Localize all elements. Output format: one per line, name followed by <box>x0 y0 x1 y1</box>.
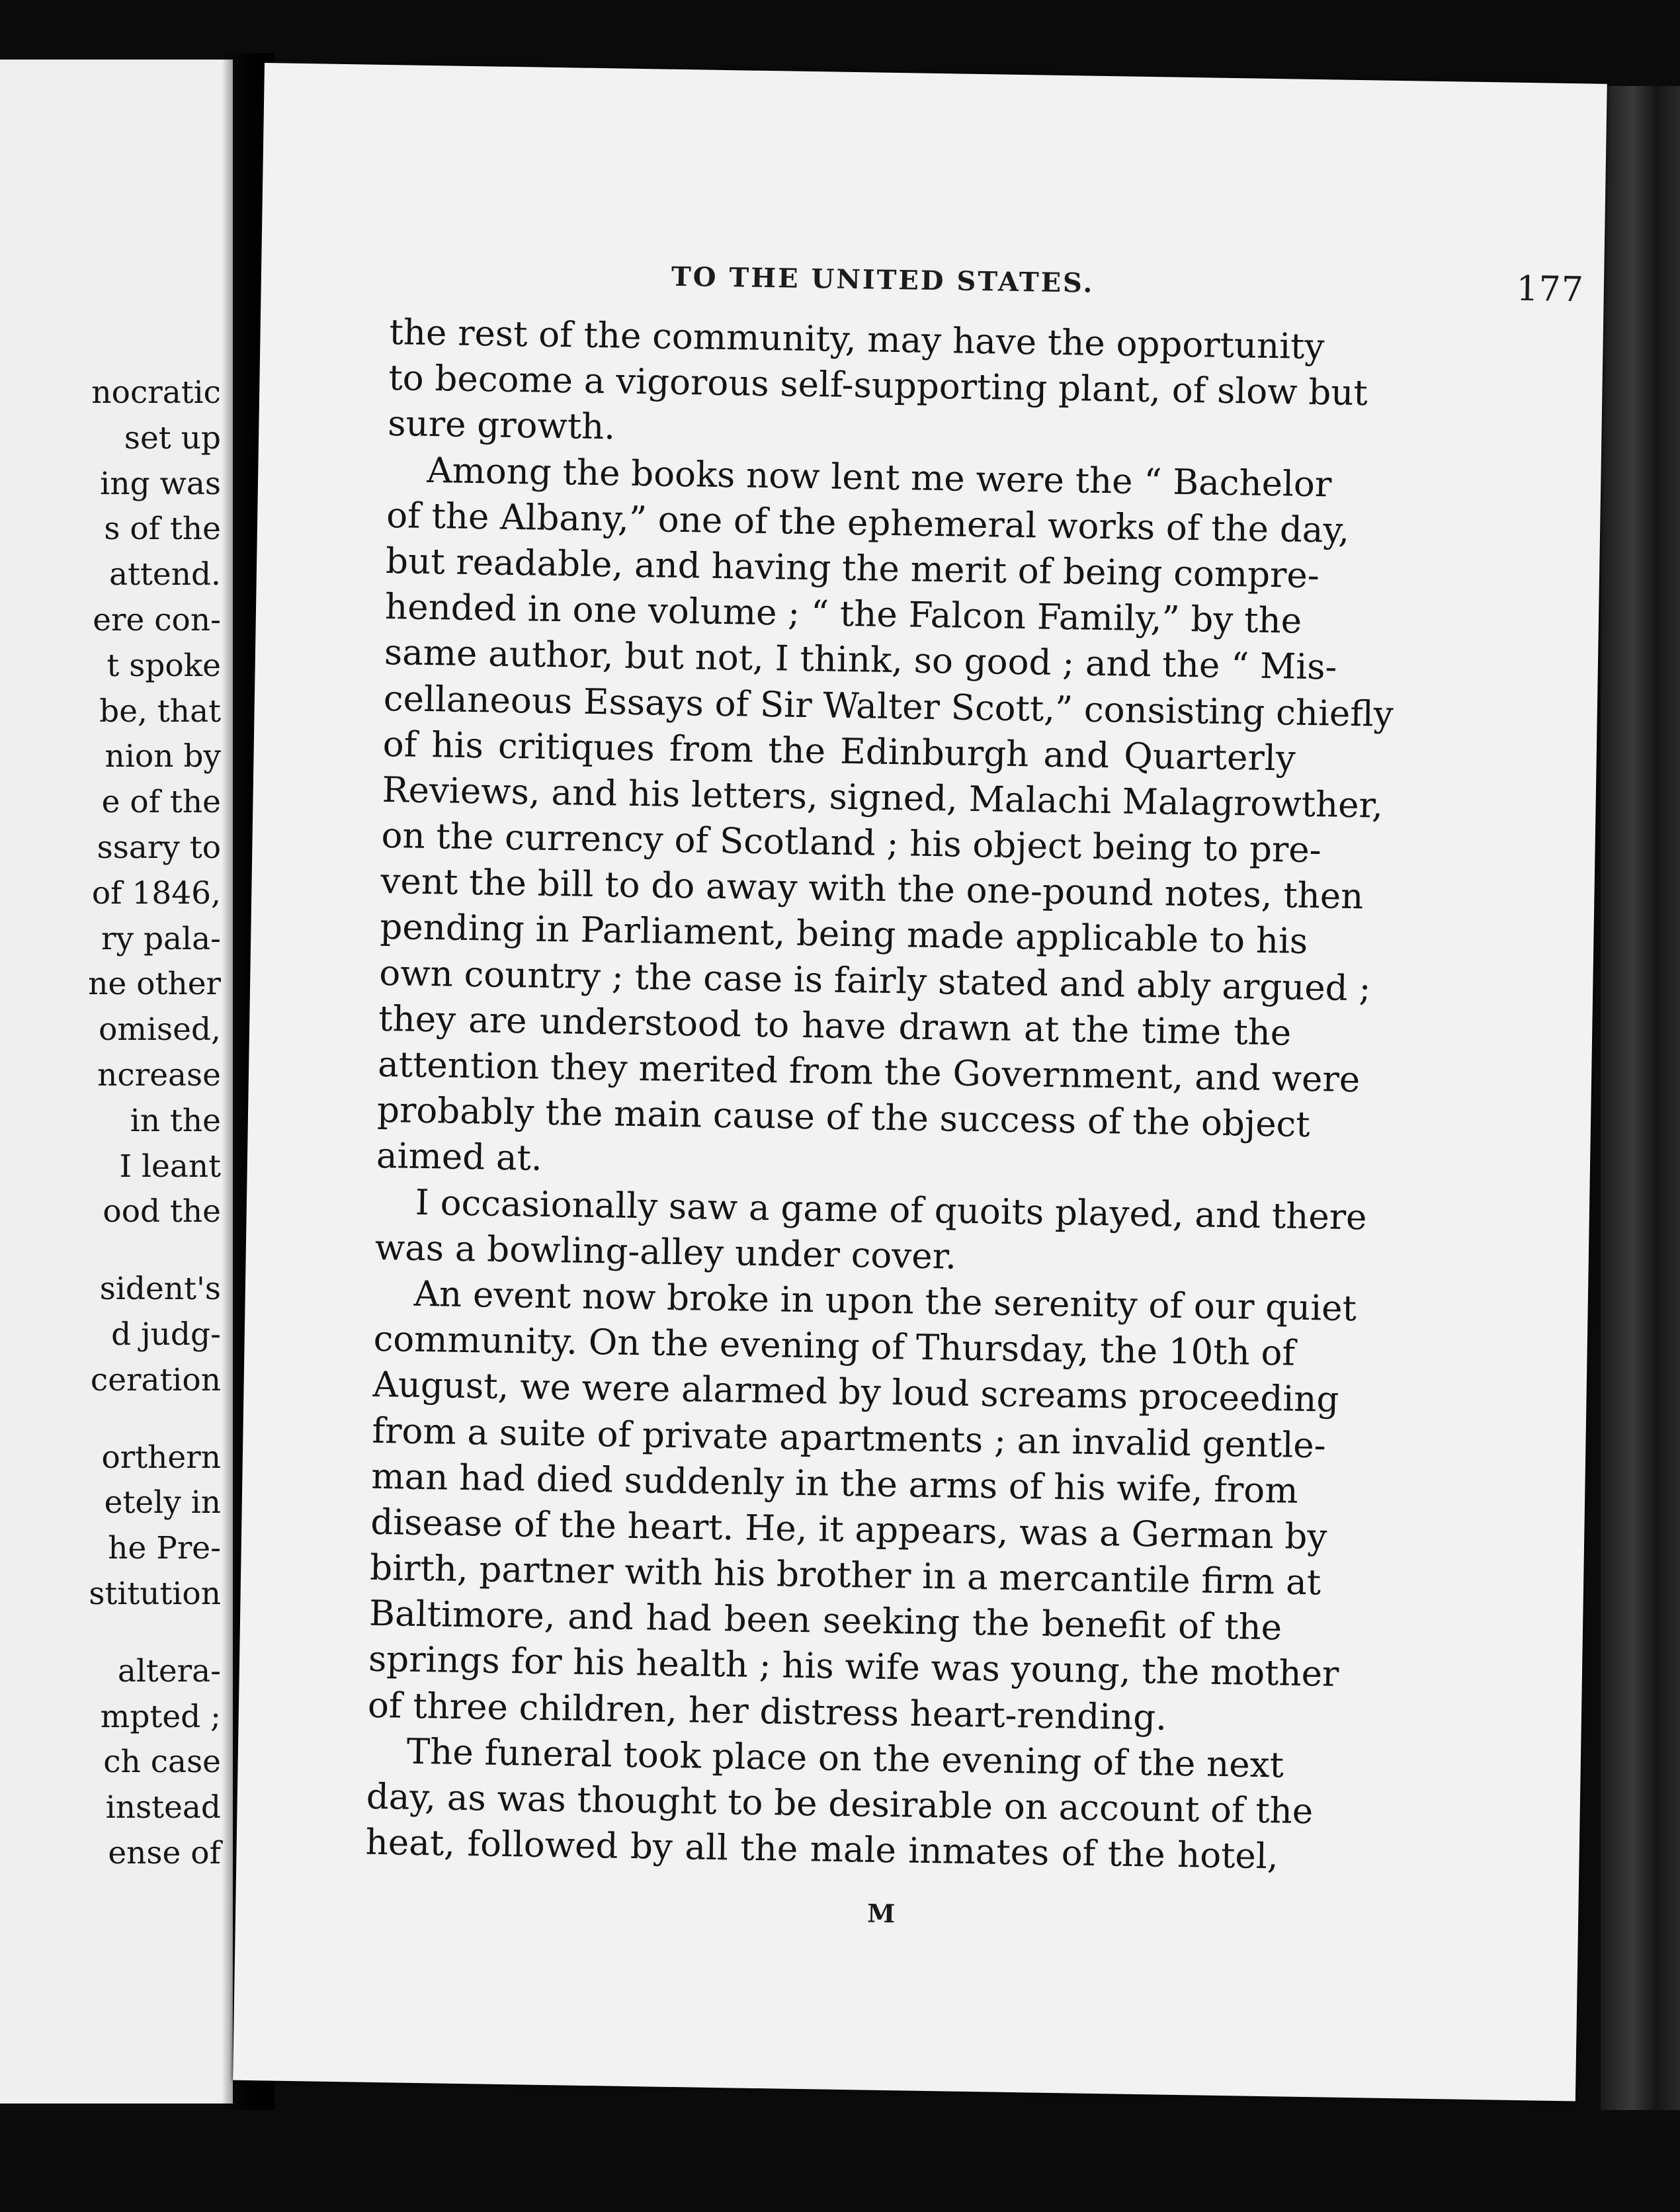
signature-mark: M <box>866 1898 896 1929</box>
text-line: man had died suddenly in the arms of his wife, from <box>370 1456 1298 1511</box>
previous-page-line: ing was <box>100 465 221 502</box>
text-line: birth, partner with his brother in a mercantile firm at <box>369 1547 1322 1603</box>
text-line: of three children, her distress heart-rending. <box>367 1685 1167 1738</box>
text-line: day, as was thought to be desirable on account of the <box>366 1776 1314 1832</box>
previous-page-line: e of the <box>101 784 221 821</box>
previous-page-line: sident's <box>99 1271 221 1308</box>
previous-page-line: ncrease <box>97 1056 221 1093</box>
text-line: but readable, and having the merit of being compre- <box>385 540 1320 597</box>
previous-page-line: attend. <box>109 556 221 593</box>
text-line: sure growth. <box>387 404 616 448</box>
previous-page-line: orthern <box>101 1439 221 1476</box>
previous-page-line: stitution <box>89 1575 221 1612</box>
text-line: heat, followed by all the male inmates of the hotel, <box>365 1822 1279 1877</box>
previous-page-line: set up <box>124 419 221 456</box>
text-line: Baltimore, and had been seeking the benefit of the <box>368 1594 1282 1648</box>
previous-page-line: altera- <box>117 1652 221 1689</box>
paragraph <box>387 310 1368 461</box>
current-page <box>233 63 1607 2102</box>
previous-page-line: t spoke <box>106 647 221 684</box>
text-line: the rest of the community, may have the opportunity <box>389 312 1325 368</box>
paragraph <box>374 1179 1367 1285</box>
previous-page-line: ssary to <box>97 829 221 866</box>
paragraph <box>376 447 1394 1194</box>
previous-page-line: be, that <box>99 693 221 730</box>
previous-page-line: omised, <box>99 1011 221 1048</box>
text-line: cellaneous Essays of Sir Walter Scott,” consisting chiefly <box>383 678 1394 735</box>
text-line: own country ; the case is fairly stated and ably argued ; <box>378 953 1371 1009</box>
previous-page-line <box>88 1235 221 1267</box>
previous-page-line: nion by <box>105 738 221 775</box>
text-line: disease of the heart. He, it appears, was a German by <box>370 1502 1327 1558</box>
previous-page-line: d judg- <box>111 1316 221 1353</box>
previous-page-line <box>88 1404 221 1435</box>
text-line: community. On the evening of Thursday, the 10th of <box>373 1318 1296 1374</box>
text-line: An event now broke in upon the serenity of our quiet <box>413 1273 1357 1330</box>
text-line: was a bowling-alley under cover. <box>374 1227 957 1277</box>
previous-page-line: etely in <box>104 1484 221 1521</box>
text-line: August, we were alarmed by loud screams proceeding <box>372 1365 1339 1421</box>
text-line: from a suite of private apartments ; an invalid gentle- <box>372 1410 1327 1466</box>
text-line: vent the bill to do away with the one-pound notes, then <box>380 861 1364 917</box>
text-line: they are understood to have drawn at the time the <box>378 998 1292 1054</box>
previous-page-line: ch case <box>103 1744 221 1781</box>
previous-page-line <box>88 1617 221 1649</box>
paragraph <box>367 1271 1357 1742</box>
previous-page-line: instead <box>105 1789 221 1826</box>
text-line: springs for his health ; his wife was young, the mother <box>368 1639 1339 1695</box>
previous-page-line: ood the <box>103 1193 221 1230</box>
text-line: probably the main cause of the success of the object <box>376 1090 1311 1146</box>
text-line: aimed at. <box>376 1136 543 1179</box>
running-head <box>671 261 1585 310</box>
text-line: Reviews, and his letters, signed, Malachi Malagrowther, <box>382 769 1384 826</box>
text-line: attention they merited from the Government, and were <box>377 1044 1361 1101</box>
previous-page <box>0 60 233 2104</box>
text-line: to become a vigorous self-supporting plant, of slow but <box>388 358 1368 414</box>
previous-page-line: ry pala- <box>101 920 221 957</box>
text-line: on the currency of Scotland ; his object being to pre- <box>381 815 1322 871</box>
previous-page-line: in the <box>130 1102 221 1139</box>
previous-page-line: ne other <box>88 966 221 1003</box>
text-line: The funeral took place on the evening of the next <box>406 1731 1284 1786</box>
page-edges <box>1601 86 1680 2110</box>
previous-page-line: he Pre- <box>108 1530 221 1567</box>
paragraph <box>365 1728 1314 1880</box>
previous-page-line: ere con- <box>93 601 221 638</box>
previous-page-line: of 1846, <box>91 874 221 912</box>
previous-page-line: ceration <box>90 1361 221 1398</box>
text-line: Among the books now lent me were the “ Bachelor <box>426 450 1332 505</box>
previous-page-line: I leant <box>119 1148 221 1185</box>
previous-page-line: nocratic <box>91 374 221 411</box>
running-title: TO THE UNITED STATES. <box>671 261 1095 299</box>
body-text <box>365 310 1394 1880</box>
previous-page-line: s of the <box>104 511 221 548</box>
previous-page-line: mpted ; <box>100 1698 221 1735</box>
text-line: of his critiques from the Edinburgh and Quarterly <box>382 724 1296 779</box>
text-line: hended in one volume ; “ the Falcon Family,” by the <box>384 587 1302 642</box>
previous-page-line: ense of <box>108 1834 221 1871</box>
text-line: of the Albany,” one of the ephemeral works of the day, <box>386 495 1350 551</box>
text-line: same author, but not, I think, so good ; and the “ Mis- <box>384 632 1337 688</box>
previous-page-text <box>88 370 221 1877</box>
page-number: 177 <box>1516 269 1585 310</box>
text-line: I occasionally saw a game of quoits played, and there <box>415 1182 1367 1238</box>
text-line: pending in Parliament, being made applicable to his <box>380 907 1308 962</box>
